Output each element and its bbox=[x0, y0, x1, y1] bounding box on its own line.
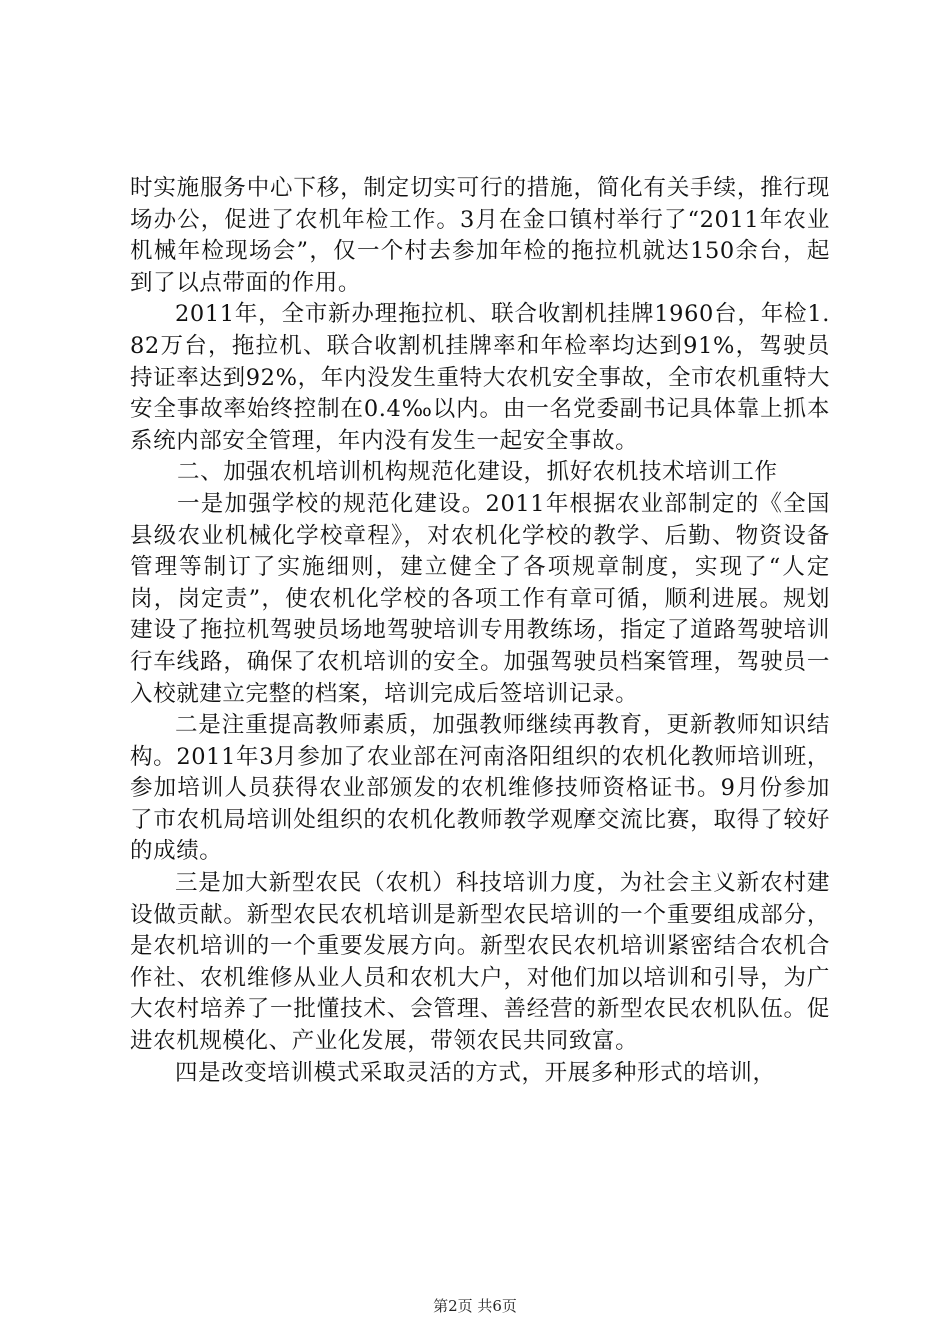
paragraph-item-one: 一是加强学校的规范化建设。2011年根据农业部制定的《全国县级农业机械化学校章程》，对农机化学校的教学、后勤、物资设备管理等制订了实施细则，建立健全了各项规章制度，实现了“人定岗，岗定责”，使农机化学校的各项工作有章可循，顺利进展。规划建设了拖拉机驾驶员场地驾驶培训专用教练场，指定了道路驾驶培训行车线路，确保了农机培训的安全。加强驾驶员档案管理，驾驶员一入校就建立完整的档案，培训完成后签培训记录。 bbox=[130, 490, 830, 707]
document-body bbox=[130, 173, 830, 1089]
paragraph-item-two: 二是注重提高教师素质，加强教师继续再教育，更新教师知识结构。2011年3月参加了农业部在河南洛阳组织的农机化教师培训班，参加培训人员获得农业部颁发的农机维修技师资格证书。9月份参加了市农机局培训处组织的农机化教师教学观摩交流比赛，取得了较好的成绩。 bbox=[130, 712, 830, 865]
section-heading: 二、加强农机培训机构规范化建设，抓好农机技术培训工作 bbox=[177, 459, 778, 486]
paragraph-item-three: 三是加大新型农民（农机）科技培训力度，为社会主义新农村建设做贡献。新型农民农机培训是新型农民培训的一个重要组成部分，是农机培训的一个重要发展方向。新型农民农机培训紧密结合农机合作社、农机维修从业人员和农机大户，对他们加以培训和引导，为广大农村培养了一批懂技术、会管理、善经营的新型农民农机队伍。促进农机规模化、产业化发展，带领农民共同致富。 bbox=[130, 870, 830, 1055]
paragraph-item-four: 四是改变培训模式采取灵活的方式，开展多种形式的培训， bbox=[175, 1059, 776, 1086]
paragraph-statistics: 2011年，全市新办理拖拉机、联合收割机挂牌1960台，年检1.82万台，拖拉机、联合收割机挂牌率和年检率均达到91%，驾驶员持证率达到92%，年内没发生重特大农机安全事故，全市农机重特大安全事故率始终控制在0.4‰以内。由一名党委副书记具体靠上抓本系统内部安全管理，年内没有发生一起安全事故。 bbox=[130, 301, 830, 454]
paragraph-continuation: 时实施服务中心下移，制定切实可行的措施，简化有关手续，推行现场办公，促进了农机年检工作。3月在金口镇村举行了“2011年农业机械年检现场会”，仅一个村去参加年检的拖拉机就达150余台，起到了以点带面的作用。 bbox=[130, 175, 830, 296]
page-number-footer: 第2页 共6页 bbox=[433, 1297, 517, 1315]
